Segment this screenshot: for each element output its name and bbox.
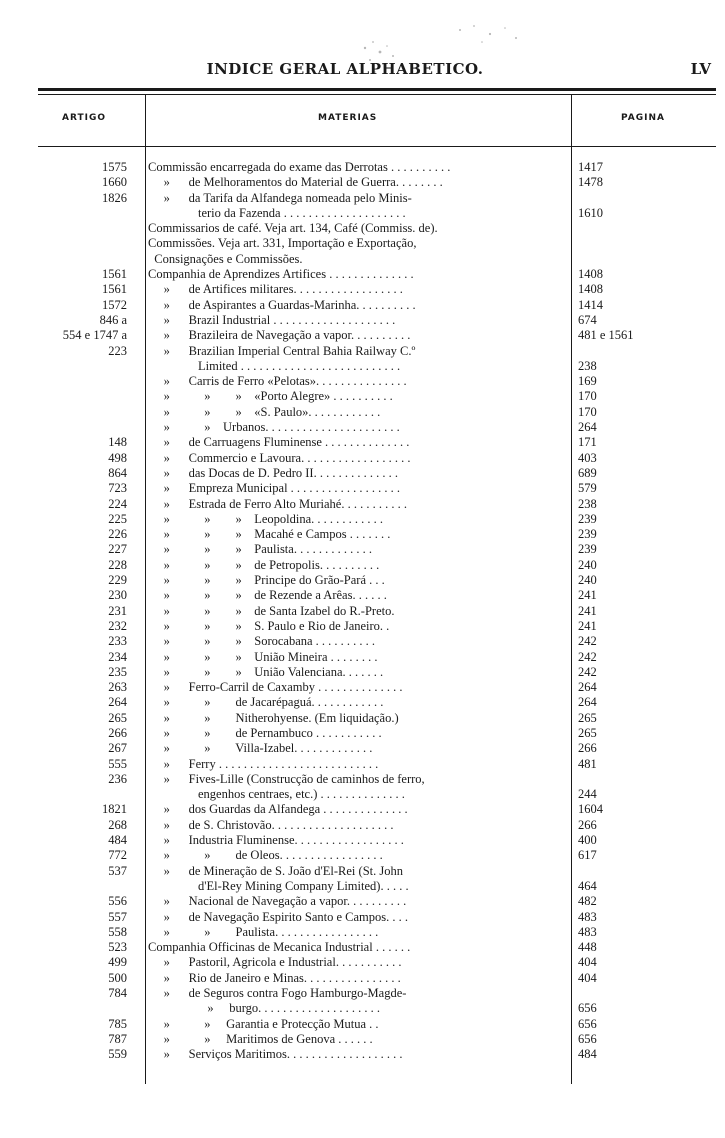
row-pagina: 404 (578, 970, 597, 985)
index-row (0, 1032, 725, 1047)
column-header-artigo: ARTIGO (62, 113, 107, 123)
index-row (0, 588, 725, 603)
index-row (0, 726, 725, 741)
index-row (0, 389, 725, 404)
row-pagina: 239 (578, 527, 597, 542)
row-materia: » de Aspirantes a Guardas-Marinha. . . . . . . . . . (148, 297, 416, 312)
row-materia: » » de Jacarépaguá. . . . . . . . . . . . (148, 695, 384, 710)
index-row (0, 925, 725, 940)
row-pagina: 1408 (578, 267, 603, 282)
row-materia: d'El-Rey Mining Company Limited). . . . . (148, 878, 409, 893)
row-materia: » Fives-Lille (Construcção de caminhos de ferro, (148, 771, 425, 786)
row-pagina: 238 (578, 358, 597, 373)
row-materia: » Brazil Industrial . . . . . . . . . . . . . . . . . . . . (148, 312, 396, 327)
row-pagina: 242 (578, 664, 597, 679)
row-pagina: 483 (578, 924, 597, 939)
row-materia: » » » «S. Paulo». . . . . . . . . . . . (148, 404, 381, 419)
row-pagina: 240 (578, 573, 597, 588)
row-pagina: 171 (578, 435, 597, 450)
row-materia: » Industria Fluminense. . . . . . . . . . . . . . . . . . (148, 833, 404, 848)
row-artigo: 1561 (102, 267, 127, 282)
row-artigo: 235 (108, 664, 127, 679)
row-pagina: 266 (578, 817, 597, 832)
row-materia: » da Tarifa da Alfandega nomeada pelo Minis- (148, 190, 412, 205)
row-artigo: 772 (108, 848, 127, 863)
index-row (0, 573, 725, 588)
row-pagina: 400 (578, 833, 597, 848)
row-pagina: 239 (578, 511, 597, 526)
index-row (0, 894, 725, 909)
row-materia: » Commercio e Lavoura. . . . . . . . . . . . . . . . . . (148, 450, 411, 465)
row-materia: » » » Sorocabana . . . . . . . . . . (148, 634, 376, 649)
index-row (0, 848, 725, 863)
index-row (0, 619, 725, 634)
row-artigo: 1572 (102, 297, 127, 312)
index-row (0, 695, 725, 710)
page-number: LV (690, 60, 711, 78)
row-pagina: 170 (578, 389, 597, 404)
row-pagina: 241 (578, 588, 597, 603)
index-row (0, 435, 725, 450)
index-entries (0, 160, 725, 1063)
index-row (0, 191, 725, 206)
index-row (0, 328, 725, 343)
row-artigo: 225 (108, 511, 127, 526)
row-artigo: 784 (108, 986, 127, 1001)
row-pagina: 241 (578, 618, 597, 633)
index-row (0, 175, 725, 190)
row-pagina: 482 (578, 894, 597, 909)
row-materia: » » Paulista. . . . . . . . . . . . . . . . . (148, 924, 379, 939)
row-materia: » Serviços Maritimos. . . . . . . . . . . . . . . . . . . (148, 1047, 403, 1062)
row-materia: Companhia de Aprendizes Artifices . . . . . . . . . . . . . . (148, 267, 414, 282)
row-pagina: 239 (578, 542, 597, 557)
row-pagina: 1604 (578, 802, 603, 817)
row-pagina: 481 e 1561 (578, 328, 634, 343)
row-artigo: 267 (108, 741, 127, 756)
row-artigo: 785 (108, 1016, 127, 1031)
row-pagina: 241 (578, 603, 597, 618)
index-row (0, 282, 725, 297)
row-pagina: 484 (578, 1047, 597, 1062)
row-materia: » Carris de Ferro «Pelotas». . . . . . . . . . . . . . . (148, 374, 407, 389)
row-artigo: 1660 (102, 175, 127, 190)
row-artigo: 1826 (102, 190, 127, 205)
row-artigo: 148 (108, 435, 127, 450)
index-row (0, 971, 725, 986)
row-materia: » Rio de Janeiro e Minas. . . . . . . . . . . . . . . . (148, 970, 401, 985)
index-row (0, 757, 725, 772)
row-artigo: 230 (108, 588, 127, 603)
row-materia: » Empreza Municipal . . . . . . . . . . . . . . . . . . (148, 481, 401, 496)
row-artigo: 227 (108, 542, 127, 557)
row-artigo: 266 (108, 725, 127, 740)
row-artigo: 499 (108, 955, 127, 970)
row-pagina: 483 (578, 909, 597, 924)
row-pagina: 656 (578, 1001, 597, 1016)
index-row (0, 313, 725, 328)
index-row (0, 267, 725, 282)
index-row (0, 650, 725, 665)
index-row (0, 542, 725, 557)
header-rule-thin (38, 94, 716, 95)
row-pagina: 579 (578, 481, 597, 496)
index-row (0, 497, 725, 512)
index-row (0, 221, 725, 236)
row-artigo: 537 (108, 863, 127, 878)
column-header-materias: MATERIAS (318, 113, 378, 123)
row-pagina: 481 (578, 756, 597, 771)
row-artigo: 224 (108, 496, 127, 511)
row-artigo: 555 (108, 756, 127, 771)
row-materia: » Nacional de Navegação a vapor. . . . . . . . . . (148, 894, 407, 909)
row-pagina: 170 (578, 404, 597, 419)
row-artigo: 787 (108, 1031, 127, 1046)
row-pagina: 1414 (578, 297, 603, 312)
row-pagina: 265 (578, 710, 597, 725)
row-pagina: 264 (578, 680, 597, 695)
row-materia: » dos Guardas da Alfandega . . . . . . . . . . . . . . (148, 802, 408, 817)
row-materia: » » » Leopoldina. . . . . . . . . . . . (148, 511, 384, 526)
ink-stain (450, 18, 530, 58)
row-materia: » Ferro-Carril de Caxamby . . . . . . . . . . . . . . (148, 680, 403, 695)
row-artigo: 554 e 1747 a (62, 328, 127, 343)
row-pagina: 240 (578, 557, 597, 572)
row-artigo: 265 (108, 710, 127, 725)
index-row (0, 910, 725, 925)
row-pagina: 617 (578, 848, 597, 863)
page-title: INDICE GERAL ALPHABETICO. (206, 60, 484, 78)
row-materia: » Estrada de Ferro Alto Muriahé. . . . . . . . . . . (148, 496, 407, 511)
row-materia: » » » de Rezende a Arêas. . . . . . (148, 588, 387, 603)
index-row (0, 1001, 725, 1016)
index-row (0, 833, 725, 848)
index-row (0, 711, 725, 726)
index-row (0, 1017, 725, 1032)
index-row (0, 451, 725, 466)
row-materia: » Pastoril, Agricola e Industrial. . . . . . . . . . . (148, 955, 402, 970)
row-artigo: 846 a (99, 312, 127, 327)
row-artigo: 556 (108, 894, 127, 909)
index-row (0, 864, 725, 879)
row-pagina: 689 (578, 465, 597, 480)
index-row (0, 252, 725, 267)
row-materia: » » Maritimos de Genova . . . . . . (148, 1031, 373, 1046)
row-materia: » » » S. Paulo e Rio de Janeiro. . (148, 618, 390, 633)
row-artigo: 500 (108, 970, 127, 985)
row-materia: » » » União Mineira . . . . . . . . (148, 649, 378, 664)
row-artigo: 864 (108, 465, 127, 480)
row-pagina: 238 (578, 496, 597, 511)
row-pagina: 265 (578, 725, 597, 740)
row-materia: » » de Oleos. . . . . . . . . . . . . . . . . (148, 848, 383, 863)
row-materia: » » » Paulista. . . . . . . . . . . . . (148, 542, 372, 557)
index-row (0, 879, 725, 894)
index-row (0, 802, 725, 817)
row-materia: » de Melhoramentos do Material de Guerra. . . . . . . . (148, 175, 443, 190)
row-materia: Consignações e Commissões. (148, 251, 303, 266)
row-materia: » » Urbanos. . . . . . . . . . . . . . . . . . . . . . (148, 420, 400, 435)
row-pagina: 266 (578, 741, 597, 756)
row-materia: terio da Fazenda . . . . . . . . . . . . . . . . . . . . (148, 205, 406, 220)
row-artigo: 1821 (102, 802, 127, 817)
row-pagina: 264 (578, 695, 597, 710)
index-row (0, 359, 725, 374)
row-pagina: 464 (578, 878, 597, 893)
row-materia: » » » de Santa Izabel do R.-Preto. (148, 603, 395, 618)
index-row (0, 940, 725, 955)
row-pagina: 1478 (578, 175, 603, 190)
index-row (0, 634, 725, 649)
column-header-rule (38, 146, 716, 147)
index-row (0, 604, 725, 619)
row-materia: Commissão encarregada do exame das Derrotas . . . . . . . . . . (148, 160, 451, 174)
index-row (0, 236, 725, 251)
row-materia: » » Nitherohyense. (Em liquidação.) (148, 710, 399, 725)
column-header-pagina: PAGINA (621, 113, 665, 123)
row-pagina: 242 (578, 634, 597, 649)
row-materia: » Brazilian Imperial Central Bahia Railway C.º (148, 343, 416, 358)
row-artigo: 236 (108, 771, 127, 786)
row-materia: engenhos centraes, etc.) . . . . . . . . . . . . . . (148, 787, 405, 802)
row-materia: » de Navegação Espirito Santo e Campos. . . . (148, 909, 409, 924)
index-row (0, 527, 725, 542)
row-pagina: 404 (578, 955, 597, 970)
row-artigo: 723 (108, 481, 127, 496)
index-row (0, 741, 725, 756)
row-artigo: 484 (108, 833, 127, 848)
row-pagina: 656 (578, 1031, 597, 1046)
row-materia: » » » União Valenciana. . . . . . . (148, 664, 384, 679)
row-artigo: 223 (108, 343, 127, 358)
row-artigo: 1561 (102, 282, 127, 297)
row-pagina: 674 (578, 312, 597, 327)
index-row (0, 680, 725, 695)
row-materia: » » » «Porto Alegre» . . . . . . . . . . (148, 389, 393, 404)
index-row (0, 160, 725, 175)
row-artigo: 232 (108, 618, 127, 633)
row-materia: » de Artifices militares. . . . . . . . . . . . . . . . . . (148, 282, 403, 297)
row-materia: » Brazileira de Navegação a vapor. . . . . . . . . . (148, 328, 411, 343)
row-materia: » » » Principe do Grão-Pará . . . (148, 573, 385, 588)
row-materia: » de S. Christovão. . . . . . . . . . . . . . . . . . . . (148, 817, 394, 832)
header-rule-thick (38, 88, 716, 91)
row-artigo: 264 (108, 695, 127, 710)
index-row (0, 206, 725, 221)
row-materia: » de Mineração de S. João d'El-Rei (St. John (148, 863, 403, 878)
row-pagina: 1610 (578, 205, 603, 220)
row-artigo: 233 (108, 634, 127, 649)
row-materia: » de Seguros contra Fogo Hamburgo-Magde- (148, 986, 407, 1001)
row-materia: » » » de Petropolis. . . . . . . . . . (148, 557, 380, 572)
row-pagina: 264 (578, 420, 597, 435)
row-materia: » burgo. . . . . . . . . . . . . . . . . . . . (148, 1001, 381, 1016)
row-artigo: 229 (108, 573, 127, 588)
row-artigo: 523 (108, 940, 127, 955)
index-row (0, 344, 725, 359)
row-materia: » das Docas de D. Pedro II. . . . . . . . . . . . . . (148, 465, 398, 480)
row-pagina: 1417 (578, 160, 603, 174)
index-row (0, 298, 725, 313)
index-row (0, 955, 725, 970)
row-pagina: 1408 (578, 282, 603, 297)
index-row (0, 772, 725, 787)
row-pagina: 244 (578, 787, 597, 802)
row-materia: » de Carruagens Fluminense . . . . . . . . . . . . . . (148, 435, 410, 450)
row-materia: » » Villa-Izabel. . . . . . . . . . . . . (148, 741, 373, 756)
row-materia: Limited . . . . . . . . . . . . . . . . . . . . . . . . . . (148, 358, 401, 373)
row-artigo: 268 (108, 817, 127, 832)
row-materia: Commissarios de café. Veja art. 134, Café (Commiss. de). (148, 221, 438, 236)
index-row (0, 420, 725, 435)
row-pagina: 656 (578, 1016, 597, 1031)
row-artigo: 498 (108, 450, 127, 465)
index-row (0, 1047, 725, 1062)
index-row (0, 466, 725, 481)
row-artigo: 558 (108, 924, 127, 939)
row-materia: » » » Macahé e Campos . . . . . . . (148, 527, 391, 542)
index-row (0, 787, 725, 802)
row-artigo: 231 (108, 603, 127, 618)
row-artigo: 559 (108, 1047, 127, 1062)
index-row (0, 818, 725, 833)
ink-stain (345, 28, 415, 83)
row-materia: » » de Pernambuco . . . . . . . . . . . (148, 725, 382, 740)
row-materia: » Ferry . . . . . . . . . . . . . . . . . . . . . . . . . . (148, 756, 379, 771)
row-materia: » » Garantia e Protecção Mutua . . (148, 1016, 379, 1031)
row-artigo: 228 (108, 557, 127, 572)
row-materia: Companhia Officinas de Mecanica Industrial . . . . . . (148, 940, 411, 955)
index-row (0, 558, 725, 573)
row-pagina: 242 (578, 649, 597, 664)
row-artigo: 263 (108, 680, 127, 695)
row-pagina: 169 (578, 374, 597, 389)
row-pagina: 403 (578, 450, 597, 465)
row-artigo: 1575 (102, 160, 127, 174)
row-artigo: 557 (108, 909, 127, 924)
index-row (0, 481, 725, 496)
index-row (0, 986, 725, 1001)
row-pagina: 448 (578, 940, 597, 955)
row-artigo: 226 (108, 527, 127, 542)
index-row (0, 405, 725, 420)
row-artigo: 234 (108, 649, 127, 664)
index-row (0, 665, 725, 680)
row-materia: Commissões. Veja art. 331, Importação e Exportação, (148, 236, 417, 251)
index-row (0, 512, 725, 527)
index-row (0, 374, 725, 389)
